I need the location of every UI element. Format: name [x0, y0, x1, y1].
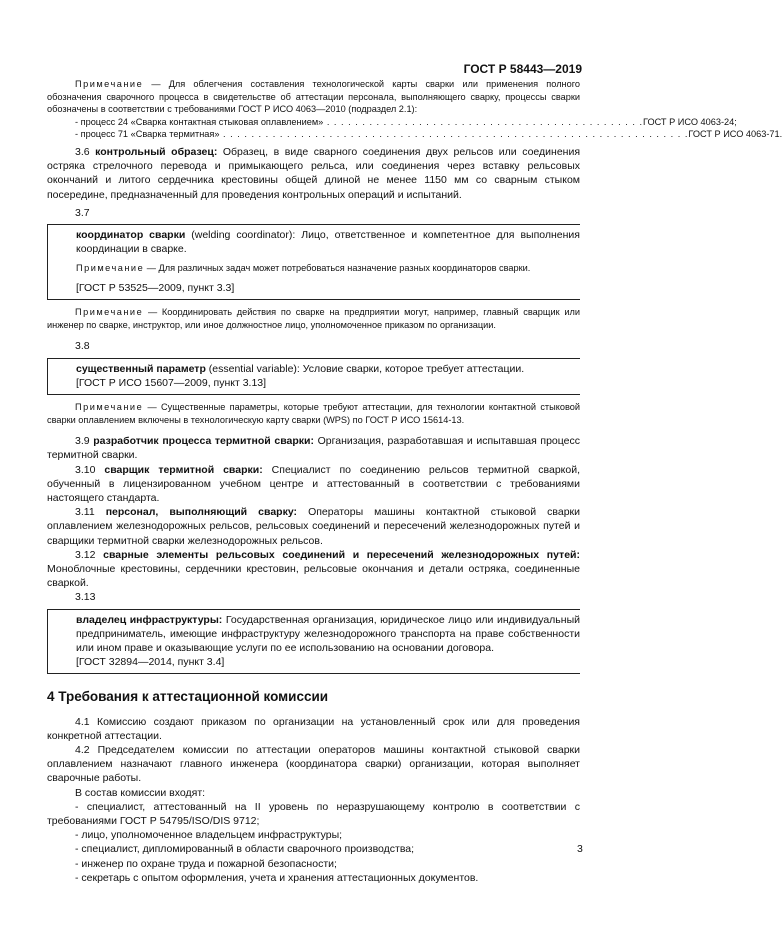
term-3-8-box	[47, 358, 580, 395]
clause-number: 3.9	[75, 435, 90, 448]
term-definition: Лицо, ответственное и компетентное для выполнения координации в сварке.	[76, 228, 580, 256]
process-code: ГОСТ Р ИСО 4063-71.	[688, 129, 782, 140]
clause-4-1: 4.1 Комиссию создают приказом по организации на установленный срок или для проведения конкретной аттестации.	[47, 715, 580, 742]
clause-number: 3.11	[75, 506, 95, 519]
member-item: - секретарь с опытом оформления, учета и хранения аттестационных документов.	[75, 871, 479, 884]
clause-number: 3.8	[75, 340, 90, 353]
process-code: ГОСТ Р ИСО 4063-24;	[643, 116, 737, 127]
term-definition: Организация, разработавшая и испытавшая процесс термитной сварки.	[47, 435, 581, 462]
note-label: Примечание	[76, 263, 145, 274]
term-3-7-box	[47, 224, 580, 300]
term-definition: Образец, в виде сварного соединения двух рельсов или соединения остряка стрелочного перевода и примыкающего рельса, или соединения через вставку рельсовых окончаний и литого сердечника крестовины общей длиной не менее 1150 мм со сварным стыком посередине, предназначенный для проведения контрольных операций и испытаний.	[47, 145, 581, 201]
term-3-13-box	[47, 609, 580, 675]
member-item: - специалист, аттестованный на II уровень по неразрушающему контролю в соответствии с требованиями ГОСТ Р 54795/ISO/DIS 9712;	[47, 800, 580, 828]
note-1	[47, 78, 580, 116]
note-text: — Для различных задач может потребоваться назначение разных координаторов сварки.	[146, 263, 531, 274]
note-label: Примечание	[75, 401, 144, 412]
standard-header: ГОСТ Р 58443—2019	[463, 62, 582, 76]
term-3-8	[76, 362, 580, 376]
clause-number: 3.13	[75, 591, 96, 604]
process-label: - процесс 71 «Сварка термитная»	[75, 129, 220, 140]
page-content	[47, 78, 782, 885]
term-name: существенный параметр	[76, 362, 206, 375]
members-intro: В состав комиссии входят:	[75, 786, 206, 799]
member-item: - специалист, дипломированный в области сварочного производства;	[75, 843, 415, 856]
dot-leader: . . . . . . . . . . . . . . . . . . . . . . . . . . . . . . . . . . . . . . . . . . . . .	[323, 116, 643, 127]
source-reference: [ГОСТ Р 53525—2009, пункт 3.3]	[76, 281, 235, 294]
term-3-9	[47, 434, 580, 462]
term-name: владелец инфраструктуры:	[76, 613, 223, 626]
term-3-11	[47, 505, 580, 548]
process-list-item	[47, 116, 737, 129]
clause-number: 3.6	[75, 145, 90, 158]
note-label: Примечание	[75, 307, 144, 318]
clause-number: 3.7	[75, 206, 90, 219]
term-3-12	[47, 548, 580, 591]
source-reference: [ГОСТ 32894—2014, пункт 3.4]	[76, 656, 225, 669]
dot-leader: . . . . . . . . . . . . . . . . . . . . . . . . . . . . . . . . . . . . . . . . . . . . . . . . . . . . . . . . . . . . . . . . . .	[219, 129, 689, 140]
term-3-6	[47, 145, 580, 202]
note-text: — Существенные параметры, которые требуют аттестации, для технологии контактной стыковой сварки оплавлением включены в технологическую карту сварки (WPS) по ГОСТ Р ИСО 15614-13.	[47, 401, 580, 425]
clause-number: 3.12	[75, 548, 96, 561]
member-item: - лицо, уполномоченное владельцем инфраструктуры;	[75, 829, 343, 842]
term-name: контрольный образец:	[95, 145, 218, 158]
term-3-13	[76, 613, 580, 656]
note-text: — Для облегчения составления технологической карты сварки или применения полного обозначения сварочного процесса в свидетельстве об аттестации персонала, выполняющего сварку, процессы сварки обозначены в соответствии с требованиями ГОСТ Р ИСО 4063—2010 (подраздел 2.1):	[47, 79, 580, 115]
term-definition: Моноблочные крестовины, сердечники крестовин, рельсовые окончания и детали остряка, соединенные сваркой.	[47, 563, 580, 590]
process-list-item	[47, 128, 782, 141]
term-definition: Операторы машины контактной стыковой сварки оплавлением железнодорожных рельсов, рельсовых соединений и пересечений железнодорожных путей и сварщики термитной сварки железнодорожных рельсов.	[47, 506, 580, 547]
term-definition: Специалист по соединению рельсов термитной сваркой, обученный в лицензированном учебном центре и аттестованный в соответствии с требованиями настоящего стандарта.	[47, 463, 580, 504]
page-number: 3	[577, 843, 583, 855]
clause-number: 3.10	[75, 463, 96, 476]
term-english: (welding coordinator):	[191, 228, 296, 241]
term-3-7-note	[76, 262, 580, 275]
term-name: сварщик термитной сварки:	[104, 463, 263, 476]
member-item: - инженер по охране труда и пожарной безопасности;	[75, 857, 337, 870]
term-english: (essential variable):	[208, 362, 300, 375]
clause-4-2: 4.2 Председателем комиссии по аттестации операторов машины контактной стыковой сварки оплавлением назначают главного инженера (координатора сварки) организации, которая выполняет сварочные работы.	[47, 744, 580, 785]
term-3-10	[47, 463, 580, 506]
term-definition: Условие сварки, которое требует аттестации.	[302, 362, 525, 375]
note-label: Примечание	[75, 79, 144, 89]
note-2	[47, 306, 580, 331]
term-name: сварные элементы рельсовых соединений и пересечений железнодорожных путей:	[103, 548, 580, 561]
term-name: персонал, выполняющий сварку:	[105, 506, 298, 519]
term-name: разработчик процесса термитной сварки:	[93, 435, 314, 448]
term-definition: Государственная организация, юридическое лицо или индивидуальный предприниматель, имеющие инфраструктуру железнодорожного транспорта на праве собственности или ином праве и оказывающие услуги по ее использованию на основании договора.	[76, 613, 580, 655]
term-3-7	[76, 228, 580, 256]
term-name: координатор сварки	[76, 228, 186, 241]
source-reference: [ГОСТ Р ИСО 15607—2009, пункт 3.13]	[76, 376, 267, 389]
section-heading: 4 Требования к аттестационной комиссии	[47, 689, 329, 705]
note-3	[47, 401, 580, 426]
process-label: - процесс 24 «Сварка контактная стыковая оплавлением»	[75, 116, 324, 127]
note-text: — Координировать действия по сварке на предприятии могут, например, главный сварщик или инженер по сварке, инструктор, или иное должностное лицо, уполномоченное приказом по организации.	[47, 307, 581, 330]
